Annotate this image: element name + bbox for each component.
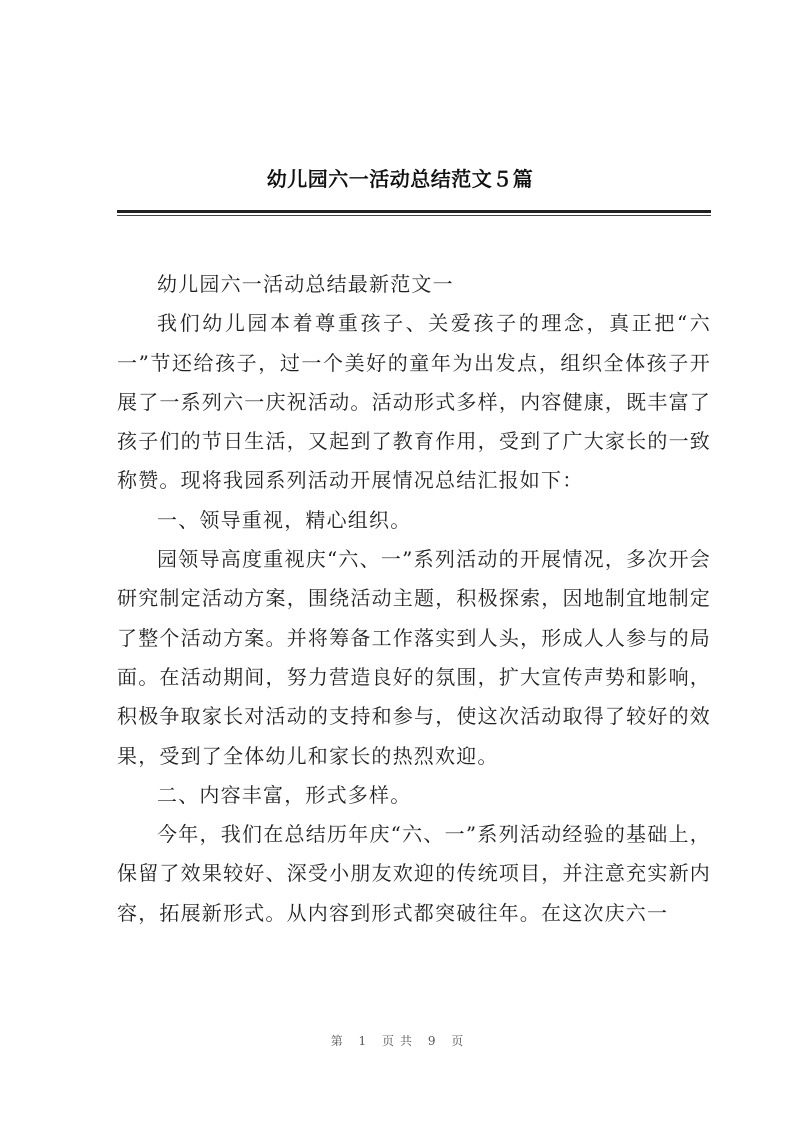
section-heading: 一、领导重视，精心组织。 (157, 507, 412, 532)
title-divider-thin (117, 215, 711, 216)
body-paragraph: 我们幼儿园本着尊重孩子、关爱孩子的理念，真正把“六一”节还给孩子，过一个美好的童年为出发点，组织全体孩子开展了一系列六一庆祝活动。活动形式多样，内容健康，既丰富了孩子们的节日生活，又起到了教育作用，受到了广大家长的一致称赞。现将我园系列活动开展情况总结汇报如下： (117, 311, 711, 493)
title-divider (117, 210, 711, 213)
body-paragraph: 园领导高度重视庆“六、一”系列活动的开展情况，多次开会研究制定活动方案，围绕活动主题，积极探索，因地制宜地制定了整个活动方案。并将筹备工作落实到人头，形成人人参与的局面。在活动期间，努力营造良好的氛围，扩大宣传声势和影响，积极争取家长对活动的支持和参与，使这次活动取得了较好的效果，受到了全体幼儿和家长的热烈欢迎。 (117, 547, 711, 768)
page-number: 第 1 页共 9 页 (330, 1034, 470, 1048)
body-paragraph: 今年，我们在总结历年庆“六、一”系列活动经验的基础上，保留了效果较好、深受小朋友欢迎的传统项目，并注意充实新内容，拓展新形式。从内容到形式都突破往年。在这次庆六一 (117, 822, 711, 925)
document-title: 幼儿园六一活动总结范文５篇 (266, 167, 534, 191)
section-heading: 二、内容丰富，形式多样。 (157, 782, 412, 807)
section-heading: 幼儿园六一活动总结最新范文一 (157, 272, 454, 296)
document-body (117, 265, 711, 933)
